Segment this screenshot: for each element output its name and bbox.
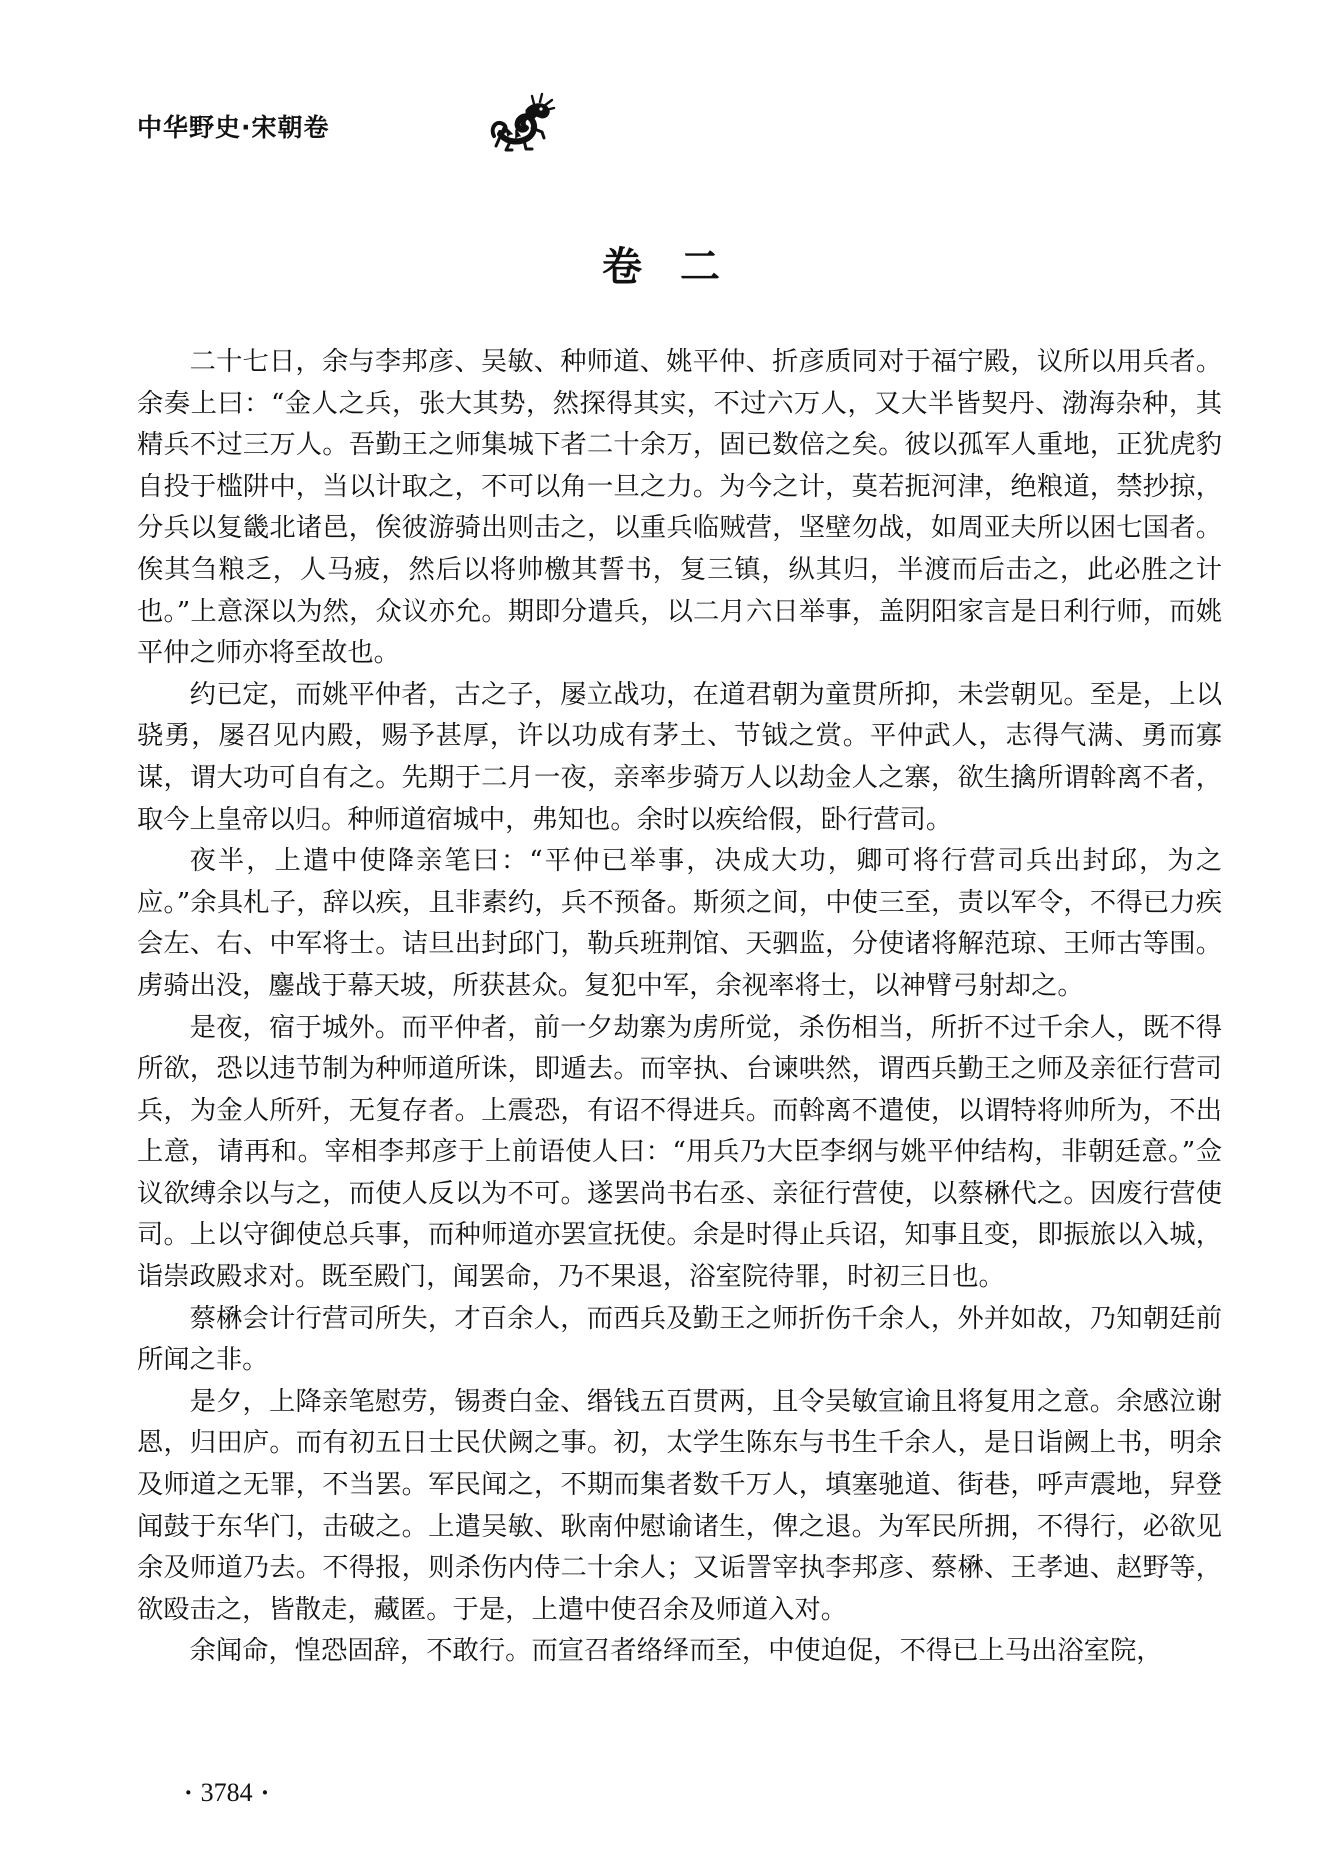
footer-dot-left: ·: [184, 1778, 193, 1807]
paragraph: 是夕，上降亲笔慰劳，锡赉白金、缗钱五百贯两，且令吴敏宣谕且将复用之意。余感泣谢恩，归田庐。而有初五日士民伏阙之事。初，太学生陈东与书生千余人，是日诣阙上书，明余及师道之无罪，不当罢。军民闻之，不期而集者数千万人，填塞驰道、街巷，呼声震地，舁登闻鼓于东华门，击破之。上遣吴敏、耿南仲慰谕诸生，俾之退。为军民所拥，不得行，必欲见余及师道乃去。不得报，则杀伤内侍二十余人；又诟詈宰执李邦彦、蔡楙、王孝迪、赵野等，欲殴击之，皆散走，藏匿。于是，上遣中使召余及师道入对。: [137, 1386, 1222, 1625]
page-number: 3784: [200, 1778, 253, 1807]
page-number-footer: [176, 1778, 277, 1808]
running-head: 中华野史·宋朝卷: [137, 113, 330, 142]
paragraph: 二十七日，余与李邦彦、吴敏、种师道、姚平仲、折彦质同对于福宁殿，议所以用兵者。余奏上曰：“金人之兵，张大其势，然探得其实，不过六万人，又大半皆契丹、渤海杂种，其精兵不过三万人。吾勤王之师集城下者二十余万，固已数倍之矣。彼以孤军人重地，正犹虎豹自投于槛阱中，当以计取之，不可以角一旦之力。为今之计，莫若扼河津，绝粮道，禁抄掠，分兵以复畿北诸邑，俟彼游骑出则击之，以重兵临贼营，坚壁勿战，如周亚夫所以困七国者。俟其刍粮乏，人马疲，然后以将帅檄其誓书，复三镇，纵其归，半渡而后击之，此必胜之计也。”上意深以为然，众议亦允。期即分遣兵，以二月六日举事，盖阴阳家言是日利行师，而姚平仲之师亦将至故也。: [137, 347, 1222, 669]
paragraph: 蔡楙会计行营司所失，才百余人，而西兵及勤王之师折伤千余人，外并如故，乃知朝廷前所闻之非。: [137, 1303, 1222, 1376]
paragraph: 是夜，宿于城外。而平仲者，前一夕劫寨为虏所觉，杀伤相当，所折不过千余人，既不得所欲，恐以违节制为种师道所诛，即遁去。而宰执、台谏哄然，谓西兵勤王之师及亲征行营司兵，为金人所歼，无复存者。上震恐，有诏不得进兵。而斡离不遣使，以谓特将帅所为，不出上意，请再和。宰相李邦彦于上前语使人曰：“用兵乃大臣李纲与姚平仲结构，非朝廷意。”佥议欲缚余以与之，而使人反以为不可。遂罢尚书右丞、亲征行营使，以蔡楙代之。因废行营使司。上以守御使总兵事，而种师道亦罢宣抚使。余是时得止兵诏，知事且变，即振旅以入城，诣崇政殿求对。既至殿门，闻罢命，乃不果退，浴室院待罪，时初三日也。: [137, 1012, 1222, 1293]
body-text: [137, 342, 1222, 1673]
paragraph: 夜半，上遣中使降亲笔曰：“平仲已举事，决成大功，卿可将行营司兵出封邱，为之应。”余具札子，辞以疾，且非素约，兵不预备。斯须之间，中使三至，责以军令，不得已力疾会左、右、中军将士。诘旦出封邱门，勒兵班荆馆、天驷监，分使诸将解范琼、王师古等围。虏骑出没，鏖战于幕天坡，所获甚众。复犯中军，余视率将士，以神臂弓射却之。: [137, 846, 1222, 1001]
dragon-icon: [488, 92, 556, 154]
paragraph: 约已定，而姚平仲者，古之子，屡立战功，在道君朝为童贯所抑，未尝朝见。至是，上以骁勇，屡召见内殿，赐予甚厚，许以功成有茅土、节钺之赏。平仲武人，志得气满、勇而寡谋，谓大功可自有之。先期于二月一夜，亲率步骑万人以劫金人之寨，欲生擒所谓斡离不者，取今上皇帝以归。种师道宿城中，弗知也。余时以疾给假，卧行营司。: [137, 679, 1222, 835]
chapter-title: 卷二: [602, 244, 758, 290]
footer-dot-right: ·: [260, 1778, 270, 1807]
paragraph: 余闻命，惶恐固辞，不敢行。而宣召者络绎而至，中使迫促，不得已上马出浴室院，: [189, 1636, 1163, 1667]
